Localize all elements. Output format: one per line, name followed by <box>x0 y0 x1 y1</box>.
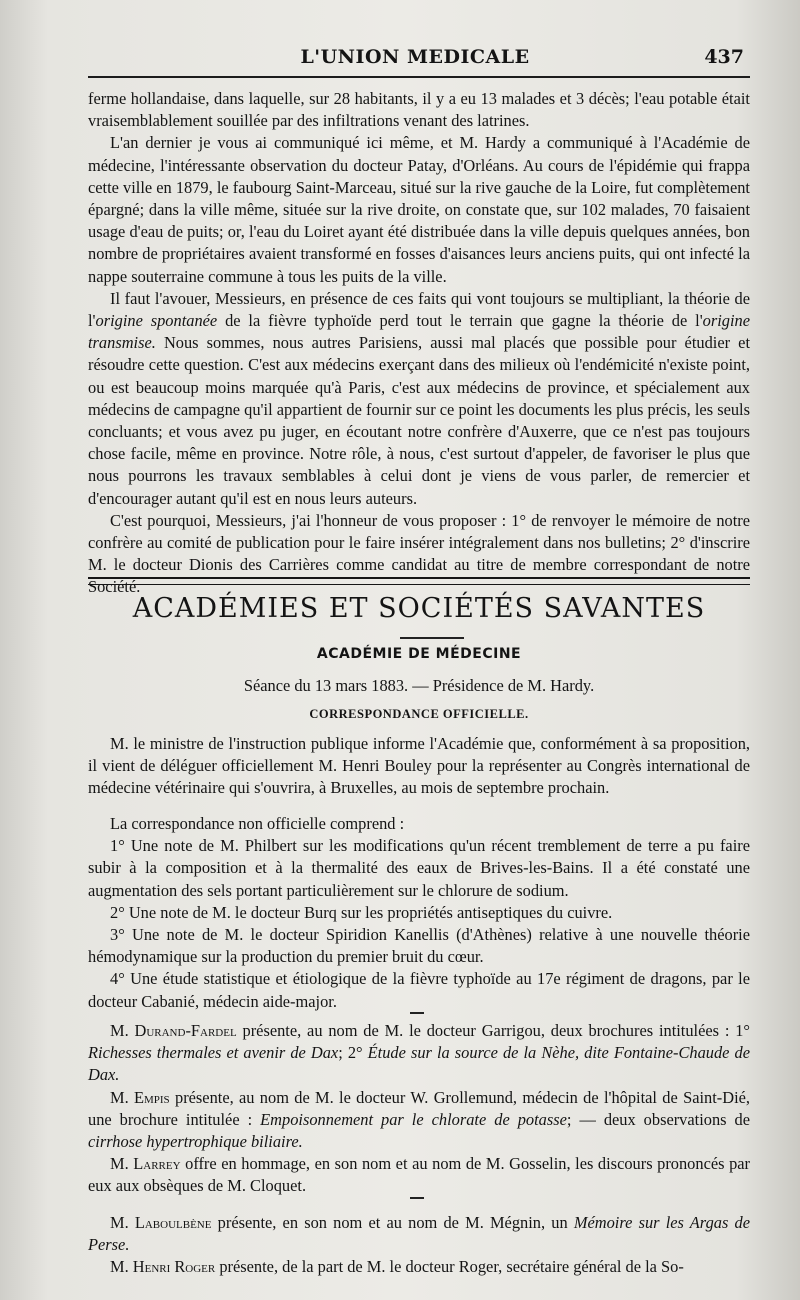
paragraph: La correspondance non officielle comprend : <box>110 814 405 833</box>
member-name: M. Henri Roger <box>110 1257 216 1277</box>
list-item: 3° Une note de M. le docteur Spiridion Kanellis (d'Athènes) relative à une nouvelle théorie hémodynamique sur la production du premier bruit du cœur. <box>88 925 750 967</box>
list-item: 4° Une étude statistique et étiologique de la fièvre typhoïde au 17e régiment de dragons, par le docteur Cabanié, médecin aide-major. <box>88 969 750 1011</box>
italic-title: Mémoire sur les Argas de Perse. <box>88 1212 751 1254</box>
official-correspondence <box>88 733 750 800</box>
presentations <box>88 1020 750 1278</box>
separator-dash <box>410 1197 424 1199</box>
text-run: présente, au nom de M. le docteur W. Grollemund, médecin de l'hôpital de Saint-Dié, une brochure intitulée : <box>88 1087 750 1129</box>
separator-dash <box>410 1012 424 1014</box>
paragraph <box>88 1153 750 1197</box>
page-header <box>80 42 750 72</box>
running-title: L'UNION MEDICALE <box>300 46 530 68</box>
short-divider <box>400 637 464 639</box>
paragraph <box>88 1020 750 1087</box>
paragraph: ferme hollandaise, dans laquelle, sur 28 habitants, il y a eu 13 malades et 3 décès; l'eau potable était vraisemblablement souillée par des infiltrations venant des latrines. <box>88 89 750 131</box>
italic-title: Richesses thermales et avenir de Dax <box>88 1043 339 1063</box>
member-name: M. Larrey <box>110 1154 181 1174</box>
academy-heading: ACADÉMIE DE MÉDECINE <box>316 646 522 662</box>
text-run: offre en hommage, en son nom et au nom de M. Gosselin, les discours prononcés par eux aux obsèques de M. Cloquet. <box>88 1154 751 1196</box>
text-run: ; — deux observations de <box>566 1109 750 1129</box>
text-run: présente, au nom de M. le docteur Garrigou, deux brochures intitulées : 1° <box>236 1021 750 1040</box>
text-run: Il faut l'avouer, Messieurs, en présence de ces faits qui vont toujours se multipliant, la théorie de l' <box>88 288 750 331</box>
italic-title: Empoisonnement par le chlorate de potasse <box>260 1109 567 1129</box>
section-title: ACADÉMIES ET SOCIÉTÉS SAVANTES <box>132 593 706 624</box>
header-rule <box>88 76 750 78</box>
paragraph: C'est pourquoi, Messieurs, j'ai l'honneur de vous proposer : 1° de renvoyer le mémoire de notre confrère au comité de publication pour le faire insérer intégralement dans nos bulletins; 2° d'inscrire M. le docteur Dionis des Carrières comme candidat au titre de membre correspondant de notre Société. <box>88 510 750 597</box>
member-name: M. Durand-Fardel <box>110 1021 237 1040</box>
list-item: 2° Une note de M. le docteur Burq sur les propriétés antiseptiques du cuivre. <box>110 902 613 922</box>
section-divider <box>88 577 750 585</box>
text-run: ; 2° <box>338 1043 368 1063</box>
text-run: présente, de la part de M. le docteur Roger, secrétaire général de la So- <box>215 1257 684 1277</box>
italic-title: Étude sur la source de la Nèhe, dite Fontaine-Chaude de Dax. <box>88 1043 750 1085</box>
paragraph <box>88 1256 750 1278</box>
subsection-heading: CORRESPONDANCE OFFICIELLE. <box>309 707 529 721</box>
text-run: Nous sommes, nous autres Parisiens, aussi mal placés que possible pour étudier et résoudre cette question. C'est aux médecins exerçant dans des milieux où l'endémicité n'existe point, ou est beaucoup moins marquée qu'à Paris, c'est aux médecins de province, et spécialement aux médecins de campagne qu'il appartient de fournir sur ce point les documents les plus précis, les seuls concluants; et vous avez pu juger, en écoutant notre confrère d'Auxerre, que ce n'est pas toujours chose facile, même en province. Notre rôle, à nous, c'est surtout d'appeler, de favoriser le plus que nous pourrons les travaux semblables à celui dont je viens de vous parler, de remercier et d'encourager autant qu'il est en nous leurs auteurs. <box>88 333 750 508</box>
paragraph <box>88 1087 750 1154</box>
italic-term: origine transmise. <box>88 311 751 353</box>
paragraph <box>88 288 750 510</box>
session-line: Séance du 13 mars 1883. — Présidence de M. Hardy. <box>243 676 595 695</box>
page-number: 437 <box>704 46 744 68</box>
italic-title: cirrhose hypertrophique biliaire. <box>88 1132 303 1152</box>
text-run: présente, en son nom et au nom de M. Mégnin, un <box>211 1212 574 1232</box>
paragraph: M. le ministre de l'instruction publique informe l'Académie que, conformément à sa proposition, il vient de déléguer officiellement M. Henri Bouley pour la représenter au Congrès international de médecine vétérinaire qui s'ouvrira, à Bruxelles, au mois de septembre prochain. <box>88 734 750 798</box>
paragraph: L'an dernier je vous ai communiqué ici même, et M. Hardy a communiqué à l'Académie de médecine, l'intéressante observation du docteur Patay, d'Orléans. Au cours de l'épidémie qui frappa cette ville en 1879, le faubourg Saint-Marceau, situé sur la rive gauche de la Loire, fut complètement épargné; dans la ville même, située sur la rive droite, on constate que, sur 102 malades, 70 faisaient usage d'eau de puits; or, l'eau du Loiret ayant été distribuée dans la ville depuis quelques années, bon nombre de propriétaires avaient transformé en fosses d'aisances leurs anciens puits, qui ont infecté la nappe souterraine commune à tous les puits de la ville. <box>88 133 750 286</box>
italic-term: origine spontanée <box>95 311 218 331</box>
list-item: 1° Une note de M. Philbert sur les modifications qu'un récent tremblement de terre a pu faire subir à la composition et à la thermalité des eaux de Brives-les-Bains. Il a été constaté une augmentation des sels portant particulièrement sur le chlorure de sodium. <box>88 836 750 900</box>
unofficial-correspondence <box>88 813 750 1013</box>
member-name: M. Empis <box>110 1087 170 1107</box>
paragraph <box>88 1212 750 1256</box>
continuation-text <box>88 88 750 599</box>
text-run: de la fièvre typhoïde perd tout le terrain que gagne la théorie de l' <box>217 311 703 331</box>
member-name: M. Laboulbène <box>110 1212 212 1232</box>
